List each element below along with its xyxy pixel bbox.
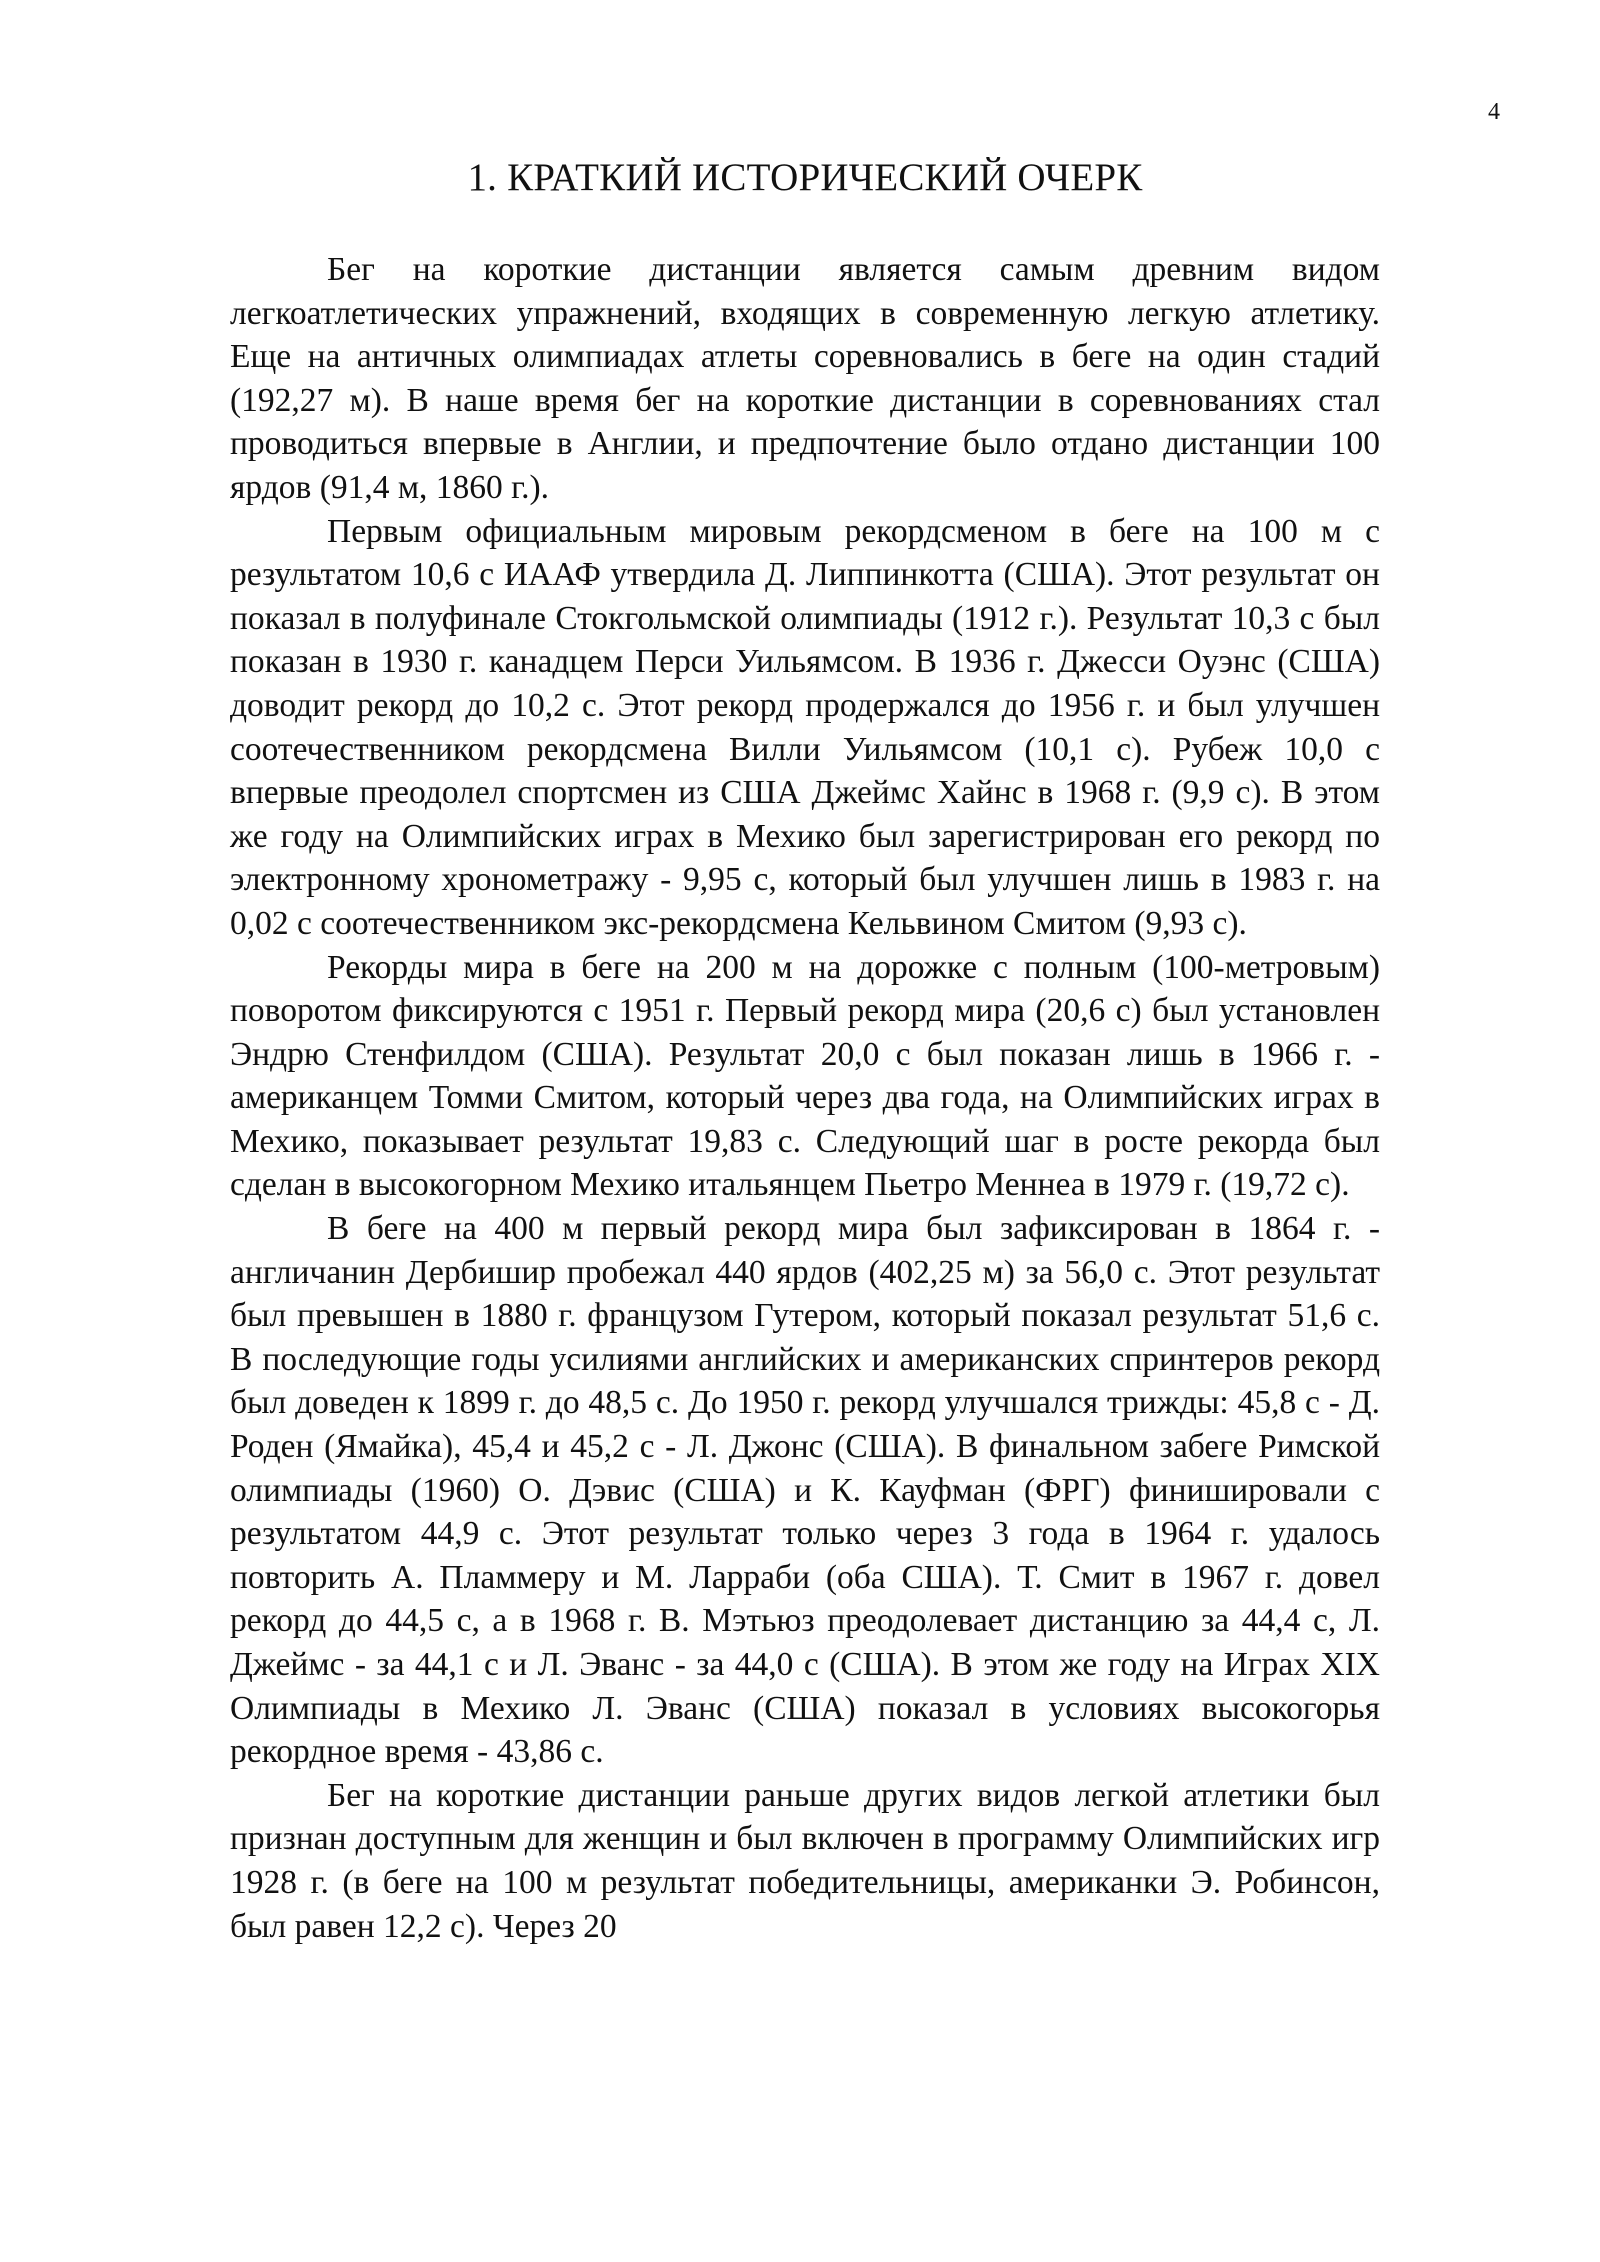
page-number: 4 bbox=[1488, 99, 1500, 125]
text-body bbox=[230, 248, 1380, 1948]
paragraph-1: Бег на короткие дистанции является самым древним видом легкоатлетических упражнений, входящих в современную легкую атлетику. Еще на античных олимпиадах атлеты соревновались в беге на один стадий (192,27 м). В наше время бег на короткие дистанции в соревнованиях стал проводиться впервые в Англии, и предпочтение было отдано дистанции 100 ярдов (91,4 м, 1860 г.). bbox=[230, 251, 1380, 506]
paragraph-3: Рекорды мира в беге на 200 м на дорожке с полным (100-метровым) поворотом фиксируются с 1951 г. Первый рекорд мира (20,6 с) был установлен Эндрю Стенфилдом (США). Результат 20,0 с был показан лишь в 1966 г. - американцем Томми Смитом, который через два года, на Олимпийских играх в Мехико, показывает результат 19,83 с. Следующий шаг в росте рекорда был сделан в высокогорном Мехико итальянцем Пьетро Меннеа в 1979 г. (19,72 с). bbox=[230, 948, 1380, 1204]
paragraph-2: Первым официальным мировым рекордсменом в беге на 100 м с результатом 10,6 с ИААФ утвердила Д. Липпинкотта (США). Этот результат он показал в полуфинале Стокгольмской олимпиады (1912 г.). Результат 10,3 с был показан в 1930 г. канадцем Перси Уильямсом. В 1936 г. Джесси Оуэнс (США) доводит рекорд до 10,2 с. Этот рекорд продержался до 1956 г. и был улучшен соотечественником рекордсмена Вилли Уильямсом (10,1 с). Рубеж 10,0 с впервые преодолел спортсмен из США Джеймс Хайнс в 1968 г. (9,9 с). В этом же году на Олимпийских играх в Мехико был зарегистрирован его рекорд по электронному хронометражу - 9,95 с, который был улучшен лишь в 1983 г. на 0,02 с соотечественником экс-рекордсмена Кельвином Смитом (9,93 с). bbox=[230, 512, 1380, 942]
chapter-title: 1. КРАТКИЙ ИСТОРИЧЕСКИЙ ОЧЕРК bbox=[467, 156, 1143, 199]
paragraph-5: Бег на короткие дистанции раньше других видов легкой атлетики был признан доступным для женщин и был включен в программу Олимпийских игр 1928 г. (в беге на 100 м результат победительницы, американки Э. Робинсон, был равен 12,2 с). Через 20 bbox=[230, 1776, 1380, 1945]
paragraph-4: В беге на 400 м первый рекорд мира был зафиксирован в 1864 г. - англичанин Дербишир пробежал 440 ярдов (402,25 м) за 56,0 с. Этот результат был превышен в 1880 г. французом Гутером, который показал результат 51,6 с. В последующие годы усилиями английских и американских спринтеров рекорд был доведен к 1899 г. до 48,5 с. До 1950 г. рекорд улучшался трижды: 45,8 с - Д. Роден (Ямайка), 45,4 и 45,2 с - Л. Джонс (США). В финальном забеге Римской олимпиады (1960) О. Дэвис (США) и К. Кауфман (ФРГ) финишировали с результатом 44,9 с. Этот результат только через 3 года в 1964 г. удалось повторить А. Пламмеру и М. Ларраби (оба США). Т. Смит в 1967 г. довел рекорд до 44,5 с, а в 1968 г. В. Мэтьюз преодолевает дистанцию за 44,4 с, Л. Джеймс - за 44,1 с и Л. Эванс - за 44,0 с (США). В этом же году на Играх XIX Олимпиады в Мехико Л. Эванс (США) показал в условиях высокогорья рекордное время - 43,86 с. bbox=[230, 1210, 1380, 1771]
